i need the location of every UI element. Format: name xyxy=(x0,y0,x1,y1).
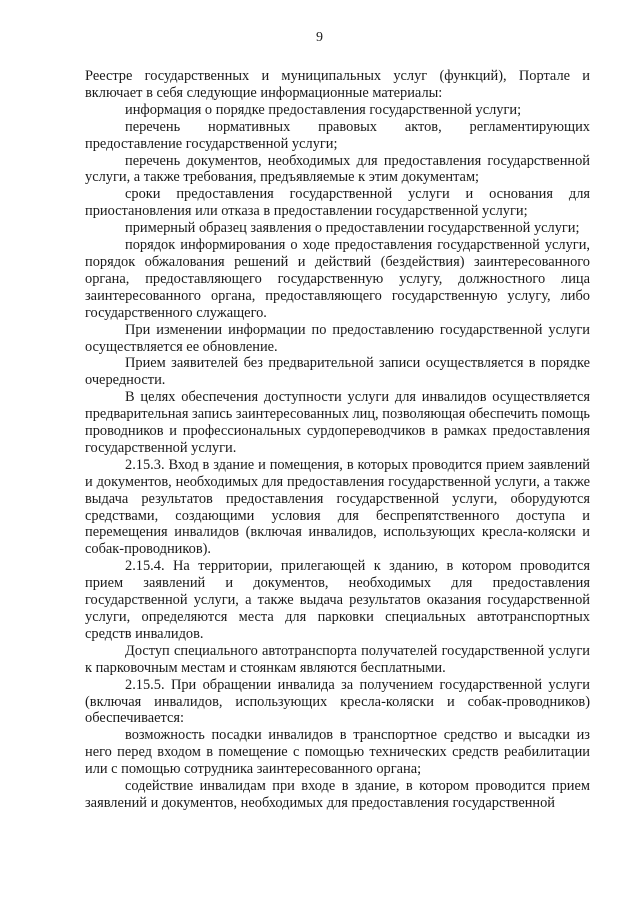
paragraph: При изменении информации по предоставлению государственной услуги осуществляется ее обновление. xyxy=(85,321,590,355)
paragraph: В целях обеспечения доступности услуги для инвалидов осуществляется предварительная запись заинтересованных лиц, позволяющая обеспечить помощь проводников и профессиональных сурдопереводчиков в рамках предоставления государственной услуги. xyxy=(85,389,590,456)
paragraph: Реестре государственных и муниципальных услуг (функций), Портале и включает в себя следующие информационные материалы: xyxy=(85,68,590,101)
paragraph: содействие инвалидам при входе в здание, в котором проводится прием заявлений и документов, необходимых для предоставления государственной xyxy=(85,778,590,811)
paragraph: 2.15.3. Вход в здание и помещения, в которых проводится прием заявлений и документов, необходимых для предоставления государственной услуги, а также выдача результатов предоставления государственной услуги, оборудуются средствами, создающими условия для беспрепятственного доступа и перемещения инвалидов (включая инвалидов, использующих кресла-коляски и собак-проводников). xyxy=(85,456,590,558)
paragraph: 2.15.5. При обращении инвалида за получением государственной услуги (включая инвалидов, использующих кресла-коляски и собак-проводников) обеспечивается: xyxy=(85,676,590,727)
paragraph: перечень нормативных правовых актов, регламентирующих предоставление государственной услуги; xyxy=(85,118,590,152)
paragraph: Доступ специального автотранспорта получателей государственной услуги к парковочным местам и стоянкам являются бесплатными. xyxy=(85,642,590,676)
paragraph: примерный образец заявления о предоставлении государственной услуги; xyxy=(125,220,580,237)
paragraph: возможность посадки инвалидов в транспортное средство и высадки из него перед входом в помещение с помощью технических средств реабилитации или с помощью сотрудника заинтересованного органа; xyxy=(85,727,590,778)
paragraph: порядок информирования о ходе предоставления государственной услуги, порядок обжалования решений и действий (бездействия) заинтересованного органа, предоставляющего государственную услугу, должностного лица заинтересованного органа, предоставляющего государственную услугу, либо государственного служащего. xyxy=(85,237,590,321)
paragraph: информация о порядке предоставления государственной услуги; xyxy=(125,101,522,118)
document-body xyxy=(85,68,590,812)
paragraph: 2.15.4. На территории, прилегающей к зданию, в котором проводится прием заявлений и документов, необходимых для предоставления государственной услуги, а также выдача результатов оказания государственной услуги, определяются места для парковки специальных автотранспортных средств инвалидов. xyxy=(85,558,590,642)
paragraph: сроки предоставления государственной услуги и основания для приостановления или отказа в предоставлении государственной услуги; xyxy=(85,186,590,220)
page-number: 9 xyxy=(316,30,323,45)
paragraph: Прием заявителей без предварительной записи осуществляется в порядке очередности. xyxy=(85,355,590,389)
paragraph: перечень документов, необходимых для предоставления государственной услуги, а также требования, предъявляемые к этим документам; xyxy=(85,152,590,186)
